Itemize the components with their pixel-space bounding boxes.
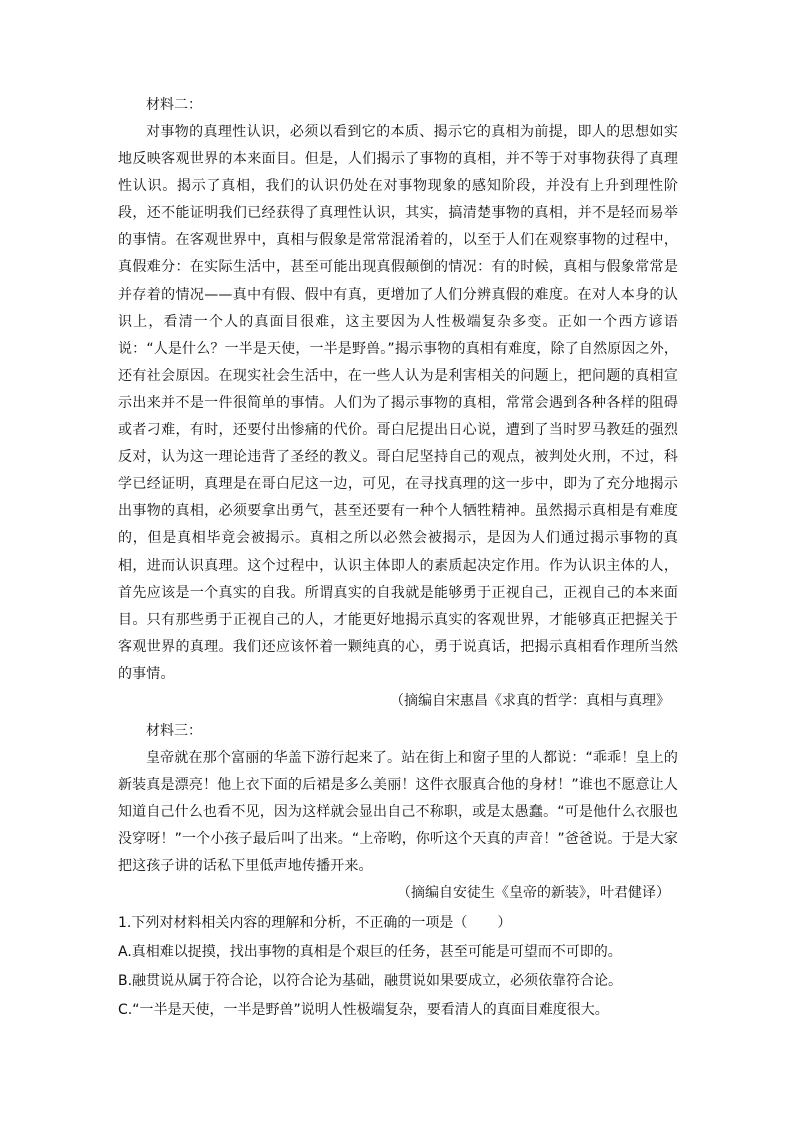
question-stem-close: ）	[497, 915, 512, 931]
material-two-body: 对事物的真理性认识，必须以看到它的本质、揭示它的真相为前提，即人的思想如实地反映客观世界的本来面目。但是，人们揭示了事物的真相，并不等于对事物获得了真理性认识。揭示了真相，我们的认识仍处在对事物现象的感知阶段，并没有上升到理性阶段，还不能证明我们已经获得了真理性认识，其实，搞清楚事物的真相，并不是轻而易举的事情。在客观世界中，真相与假象是常常混淆着的，以至于人们在观察事物的过程中，真假难分：在实际生活中，甚至可能出现真假颠倒的情况：有的时候，真相与假象常常是并存着的情况——真中有假、假中有真，更增加了人们分辨真假的难度。在对人本身的认识上，看清一个人的真面目很难，这主要因为人性极端复杂多变。正如一个西方谚语说：“人是什么？一半是天使，一半是野兽。”揭示事物的真相有难度，除了自然原因之外，还有社会原因。在现实社会生活中，在一些人认为是利害相关的问题上，把问题的真相宣示出来并不是一件很简单的事情。人们为了揭示事物的真相，常常会遇到各种各样的阻碍或者刁难，有时，还要付出惨痛的代价。哥白尼提出日心说，遭到了当时罗马教廷的强烈反对，认为这一理论违背了圣经的教义。哥白尼坚持自己的观点，被判处火刑，不过，科学已经证明，真理是在哥白尼这一边，可见，在寻找真理的这一步中，即为了充分地揭示出事物的真相，必须要拿出勇气，甚至还要有一种个人牺牲精神。虽然揭示真相是有难度的，但是真相毕竟会被揭示。真相之所以必然会被揭示，是因为人们通过揭示事物的真相，进而认识真理。这个过程中，认识主体即人的素质起决定作用。作为认识主体的人，首先应该是一个真实的自我。所谓真实的自我就是能够勇于正视自己，正视自己的本来面目。只有那些勇于正视自己的人，才能更好地揭示真实的客观世界，才能够真正把握关于客观世界的真理。我们还应该怀着一颗纯真的心，勇于说真话，把揭示真相看作理所当然的事情。	[118, 124, 678, 682]
material-three-source: （摘编自安徒生《皇帝的新装》，叶君健译）	[397, 885, 670, 902]
material-three-heading: 材料三：	[146, 723, 202, 739]
question-stem	[118, 909, 678, 938]
material-three	[118, 718, 678, 907]
option-a: A.真相难以捉摸，找出事物的真相是个艰巨的任务，甚至可能是可望而不可即的。	[118, 944, 622, 960]
material-two-heading: 材料二：	[146, 97, 202, 113]
option-b: B.融贯说从属于符合论，以符合论为基础，融贯说如果要成立，必须依靠符合论。	[118, 973, 623, 989]
material-three-body: 皇帝就在那个富丽的华盖下游行起来了。站在街上和窗子里的人都说：“乖乖！皇上的新装真是漂亮！他上衣下面的后裙是多么美丽！这件衣服真合他的身材！”谁也不愿意让人知道自己什么也看不见，因为这样就会显出自己不称职，或是太愚蠢。“可是他什么衣服也没穿呀！”一个小孩子最后叫了出来。“上帝哟，你听这个天真的声音！”爸爸说。于是大家把这孩子讲的话私下里低声地传播开来。	[118, 750, 678, 875]
material-two	[118, 92, 678, 715]
question-stem-text: 1.下列对材料相关内容的理解和分析，不正确的一项是（	[118, 915, 468, 931]
option-c: C.“一半是天使，一半是野兽”说明人性极端复杂，要看清人的真面目难度很大。	[118, 1002, 609, 1018]
material-two-source: （摘编自宋惠昌《求真的哲学：真相与真理》	[390, 692, 670, 709]
question-one	[118, 909, 678, 1025]
